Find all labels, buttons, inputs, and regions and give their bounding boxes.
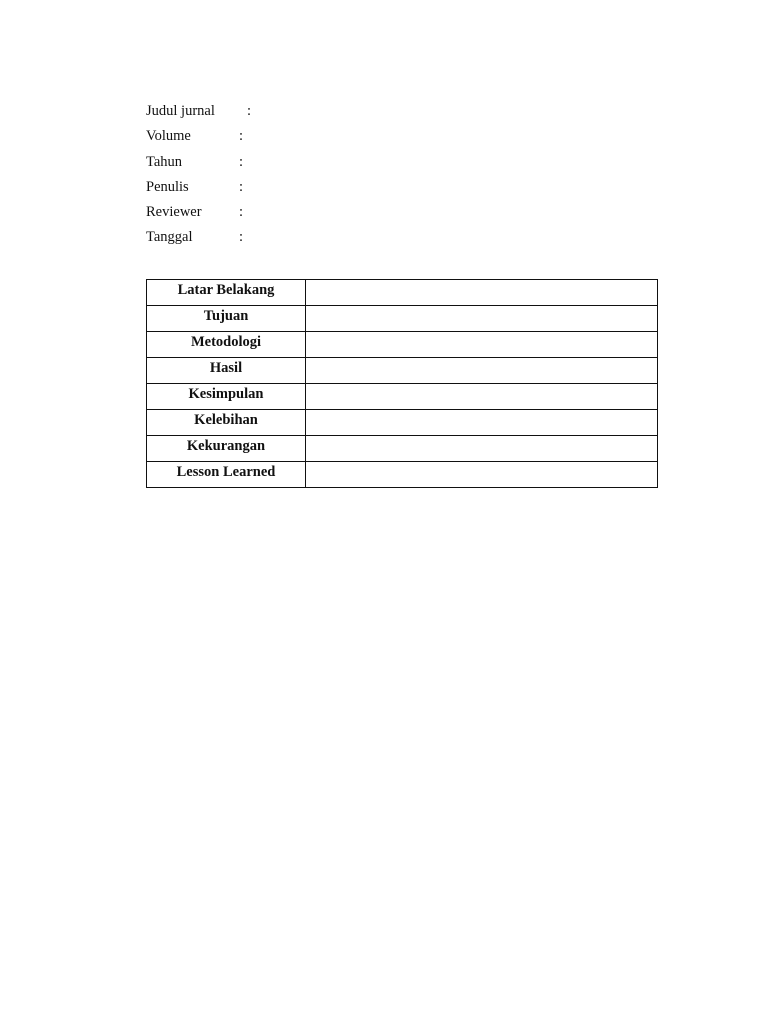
table-row bbox=[147, 306, 658, 332]
meta-label: Volume bbox=[146, 128, 191, 145]
row-label: Hasil bbox=[147, 358, 306, 384]
row-value-cell[interactable] bbox=[306, 384, 658, 410]
meta-colon: : bbox=[239, 128, 244, 145]
row-value-cell[interactable] bbox=[306, 280, 658, 306]
row-label: Lesson Learned bbox=[147, 462, 306, 488]
table-row bbox=[147, 436, 658, 462]
table-row bbox=[147, 358, 658, 384]
row-value-cell[interactable] bbox=[306, 306, 658, 332]
meta-label: Reviewer bbox=[146, 204, 202, 221]
row-label: Kekurangan bbox=[147, 436, 306, 462]
row-label: Kelebihan bbox=[147, 410, 306, 436]
row-label: Tujuan bbox=[147, 306, 306, 332]
row-value-cell[interactable] bbox=[306, 462, 658, 488]
meta-label: Judul jurnal bbox=[146, 103, 215, 119]
meta-colon: : bbox=[239, 178, 244, 195]
table-row bbox=[147, 280, 658, 306]
meta-colon: : bbox=[239, 204, 244, 221]
meta-label: Tanggal bbox=[146, 229, 193, 246]
table-row bbox=[147, 384, 658, 410]
row-value-cell[interactable] bbox=[306, 436, 658, 462]
row-label: Latar Belakang bbox=[147, 280, 306, 306]
row-label: Metodologi bbox=[147, 332, 306, 358]
row-value-cell[interactable] bbox=[306, 332, 658, 358]
meta-colon: : bbox=[239, 153, 244, 170]
table-row bbox=[147, 410, 658, 436]
table-row bbox=[147, 462, 658, 488]
meta-label: Tahun bbox=[146, 153, 183, 170]
meta-colon: : bbox=[247, 103, 252, 119]
meta-label: Penulis bbox=[146, 178, 189, 195]
table-row bbox=[147, 332, 658, 358]
review-table bbox=[146, 279, 658, 488]
row-value-cell[interactable] bbox=[306, 410, 658, 436]
row-label: Kesimpulan bbox=[147, 384, 306, 410]
row-value-cell[interactable] bbox=[306, 358, 658, 384]
meta-colon: : bbox=[239, 229, 244, 246]
